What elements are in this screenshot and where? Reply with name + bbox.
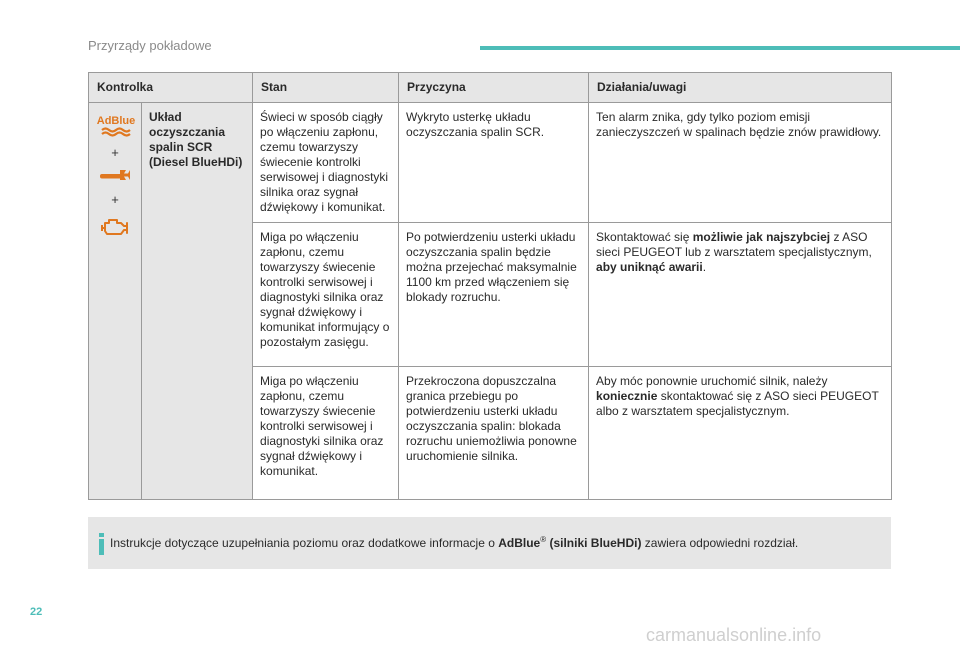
header-stan: Stan — [253, 73, 399, 103]
icons-cell — [89, 103, 142, 500]
watermark: carmanualsonline.info — [646, 625, 822, 645]
plus-sign: + — [111, 145, 119, 160]
note-text-part: Instrukcje dotyczące uzupełniania poziomu oraz dodatkowe informacje o — [110, 536, 499, 550]
adblue-icon-text: AdBlue — [96, 115, 136, 127]
row1-przyczyna: Wykryto usterkę układu oczyszczania spalin SCR. — [399, 103, 589, 223]
row3-emphasis-necessarily: koniecznie — [596, 389, 658, 403]
row2-emphasis-asap: możliwie jak najszybciej — [692, 230, 831, 244]
row3-przyczyna: Przekroczona dopuszczalna granica przebiegu po potwierdzeniu usterki układu oczyszczania spalin: blokada rozruchu uniemożliwia ponowne uruchomienie silnika. — [399, 367, 589, 500]
wrench-icon — [98, 168, 132, 184]
row3-dzialania-text: Aby móc ponownie uruchomić silnik, należy — [596, 374, 828, 388]
row3-stan: Miga po włączeniu zapłonu, czemu towarzyszy świecenie kontrolki serwisowej i diagnostyki silnika oraz sygnał dźwiękowy i komunikat. — [253, 367, 399, 500]
row2-dzialania-text: . — [702, 260, 707, 274]
row2-dzialania — [589, 223, 892, 367]
engine-check-icon — [98, 215, 132, 239]
row2-przyczyna: Po potwierdzeniu usterki układu oczyszczania spalin będzie można przejechać maksymalnie 1100 km przed włączeniem się blokady rozruchu. — [399, 223, 589, 367]
row2-stan: Miga po włączeniu zapłonu, czemu towarzyszy świecenie kontrolki serwisowej i diagnostyki silnika oraz sygnał dźwiękowy i komunikat informujący o pozostałym zasięgu. — [253, 223, 399, 367]
row3-dzialania — [589, 367, 892, 500]
plus-sign: + — [111, 192, 119, 207]
note-bluehdi: (silniki BlueHDi) — [546, 536, 642, 550]
row3-dzialania-text: skontaktować się z ASO sieci PEUGEOT albo z warsztatem specjalistycznym. — [596, 389, 879, 418]
header-przyczyna: Przyczyna — [399, 73, 589, 103]
system-label: Układ oczyszczania spalin SCR (Diesel BlueHDi) — [142, 103, 253, 500]
adblue-warning-icon — [96, 113, 136, 137]
table-row — [89, 103, 892, 223]
page-number: 22 — [30, 606, 43, 618]
header-dzialania: Działania/uwagi — [589, 73, 892, 103]
note-adblue: AdBlue — [498, 536, 541, 550]
info-note — [88, 517, 891, 569]
row2-dzialania-text: z ASO sieci PEUGEOT lub z warsztatem specjalistycznym, — [596, 230, 872, 259]
row1-stan: Świeci w sposób ciągły po włączeniu zapłonu, czemu towarzyszy świecenie kontrolki serwisowej i diagnostyki silnika oraz sygnał dźwiękowy i komunikat. — [253, 103, 399, 223]
note-registered-mark: ® — [540, 535, 547, 544]
row1-dzialania: Ten alarm znika, gdy tylko poziom emisji zanieczyszczeń w spalinach będzie znów prawidłowy. — [589, 103, 892, 223]
row2-dzialania-text: Skontaktować się — [596, 230, 693, 244]
note-text-part: zawiera odpowiedni rozdział. — [641, 536, 799, 550]
row2-emphasis-avoid-failure: aby uniknąć awarii — [596, 260, 703, 274]
info-note-text — [110, 535, 798, 550]
info-icon — [98, 533, 106, 555]
section-title: Przyrządy pokładowe — [88, 38, 212, 53]
table-header-row — [89, 73, 892, 103]
header-accent-bar — [480, 46, 960, 50]
header-kontrolka: Kontrolka — [89, 73, 253, 103]
warning-lights-table — [88, 72, 892, 500]
